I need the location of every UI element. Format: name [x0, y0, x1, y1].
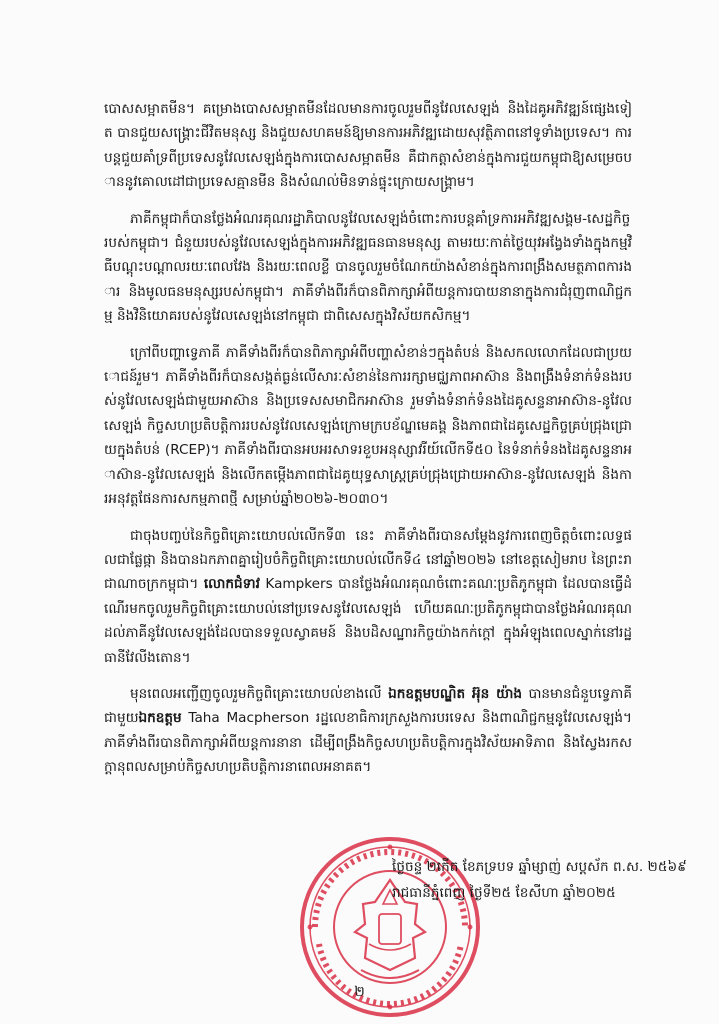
paragraph-text: Kampkers បានថ្លែងអំណរគុណចំពោះគណៈប្រតិភូកម្ពុជា ដែលបានធ្វើដំណើរមកចូលរួមកិច្ចពិគ្រោះយោបល់នៅប្រទេសនូវែលសេឡង់ ហើយគណៈប្រតិភូកម្ពុជាបានថ្លែងអំណរគុណដល់ភាគីនូវែលសេឡង់ដែលបានទទួលស្វាគមន៍ និងបដិសណ្ឋារកិច្ចយ៉ាងកក់ក្តៅ ក្នុងអំឡុងពេលស្នាក់នៅរដ្ឋធានីវែលីងតោន។	[104, 576, 632, 666]
paragraph	[104, 682, 632, 780]
paragraph-text: ភាគីកម្ពុជាក៏បានថ្លែងអំណរគុណរដ្ឋាភិបាលនូវែលសេឡង់ចំពោះការបន្តគាំទ្រការអភិវឌ្ឍសង្គម-សេដ្ឋកិច្ចរបស់កម្ពុជា។ ជំនួយរបស់នូវែលសេឡង់ក្នុងការអភិវឌ្ឍធនធានមនុស្ស តាមរយៈកាត់ថ្ងៃយុវអង្វែងទាំងក្នុងកម្មវិធីបណ្តុះបណ្តាលរយៈពេលវែង និងរយៈពេលខ្លី បានចូលរួមចំណែកយ៉ាងសំខាន់ក្នុងការពង្រឹងសមត្ថភាពការងារ និងមូលធនមនុស្សរបស់កម្ពុជា។ ភាគីទាំងពីរក៏បានពិភាក្សាអំពីយន្តការបាយនានាក្នុងការជំរុញពាណិជ្ជកម្ម និងវិនិយោគរបស់នូវែលសេឡង់នៅកម្ពុជា ជាពិសេសក្នុងវិស័យកសិកម្ម។	[104, 210, 632, 325]
page-number: ២	[354, 984, 365, 1000]
paragraph-text: ក្រៅពីបញ្ហាទ្វេភាគី ភាគីទាំងពីរក៏បានពិភាក្សាអំពីបញ្ហាសំខាន់ៗក្នុងតំបន់ និងសកលលោកដែលជាប្រយោជន៍រួម។ ភាគីទាំងពីរក៏បានសង្កត់ធ្ងន់លើសារៈសំខាន់នៃការរក្សាមជ្ឈភាពអាស៊ាន និងពង្រឹងទំនាក់ទំនងរបស់នូវែលសេឡង់ជាមួយអាស៊ាន និងប្រទេសសមាជិកអាស៊ាន រួមទាំងទំនាក់ទំនងដៃគូសន្ទនាអាស៊ាន-នូវែលសេឡង់ កិច្ចសហប្រតិបត្តិការរបស់នូវែលសេឡង់ក្រោមក្របខ័ណ្ឌមេគង្គ និងភាពជាដៃគូសេដ្ឋកិច្ចគ្រប់ជ្រុងជ្រោយក្នុងតំបន់ (RCEP)។ ភាគីទាំងពីរបានអបអរសាទរខួបអនុស្សាវរីយ៍លើកទី៥០ នៃទំនាក់ទំនងដៃគូសន្ទនាអាស៊ាន-នូវែលសេឡង់ និងលើកតម្កើងភាពជាដៃគូយុទ្ធសាស្ត្រគ្រប់ជ្រុងជ្រោយអាស៊ាន-នូវែលសេឡង់ និងការអនុវត្តផែនការសកម្មភាពថ្មី សម្រាប់ឆ្នាំ២០២៦-២០៣០។	[104, 344, 632, 508]
paragraph-text: បោសសម្អាតមីន។ គម្រោងបោសសម្អាតមីនដែលមានការចូលរួមពីនូវែលសេឡង់ និងដៃគូអភិវឌ្ឍន៍ផ្សេងទៀត បានជួយសង្គ្រោះជីវិតមនុស្ស និងជួយសហគមន៍ឱ្យមានការអភិវឌ្ឍដោយសុវត្ថិភាពនៅទូទាំងប្រទេស។ ការបន្តជួយគាំទ្រពីប្រទេសនូវែលសេឡង់ក្នុងការបោសសម្អាតមីន គឺជាកត្តាសំខាន់ក្នុងការជួយកម្ពុជាឱ្យសម្រេចបាននូវគោលដៅជាប្រទេសគ្មានមីន និងសំណល់មិនទាន់ផ្ទុះក្រោយសង្គ្រាម។	[104, 101, 632, 191]
bold-name: ឯកឧត្តម	[138, 710, 182, 727]
paragraph-text: ជាចុងបញ្ចប់នៃកិច្ចពិគ្រោះយោបល់លើកទី៣ នេះ ភាគីទាំងពីរបានសម្តែងនូវការពេញចិត្តចំពោះលទ្ធផលជាផ្លែផ្កា និងបានឯកភាពគ្នារៀបចំកិច្ចពិគ្រោះយោបល់លើកទី៤ នៅឆ្នាំ២០២៦ នៅខេត្តសៀមរាប នៃព្រះរាជាណាចក្រកម្ពុជា។	[104, 527, 632, 593]
paragraph	[104, 97, 632, 195]
paragraph-text: បានមានជំនួបទ្វេភាគីជាមួយ	[104, 685, 632, 727]
bold-name: ឯកឧត្តមបណ្ឌិត អ៊ុន យ៉ាង	[388, 685, 522, 702]
bold-name: លោកជំទាវ	[203, 576, 260, 593]
paragraph	[104, 341, 632, 512]
solar-date-line: រាជធានីភ្នំពេញ ថ្ងៃទី២៥ ខែសីហា ឆ្នាំ២០២៥	[392, 885, 616, 901]
date-block	[392, 854, 687, 906]
paragraph	[104, 524, 632, 670]
lunar-date-line: ថ្ងៃចន្ទ ២កើត ខែភទ្របទ ឆ្នាំម្សាញ់ សប្តស័ក ព.ស. ២៥៦៩	[392, 859, 687, 875]
document-body	[104, 97, 632, 792]
paragraph-text: មុនពេលអញ្ជើញចូលរួមកិច្ចពិគ្រោះយោបល់ខាងលើ	[130, 685, 389, 702]
paragraph	[104, 207, 632, 329]
paragraph-text: Taha Macpherson រដ្ឋលេខាធិការក្រសួងការបរទេស និងពាណិជ្ជកម្មនូវែលសេឡង់។ ភាគីទាំងពីរបានពិភាក្សាអំពីយន្តការនានា ដើម្បីពង្រឹងកិច្ចសហប្រតិបត្តិការក្នុងវិស័យអាទិភាព និងស្វែងរកសក្តានុពលសម្រាប់កិច្ចសហប្រតិបត្តិការនាពេលអនាគត។	[104, 710, 632, 776]
